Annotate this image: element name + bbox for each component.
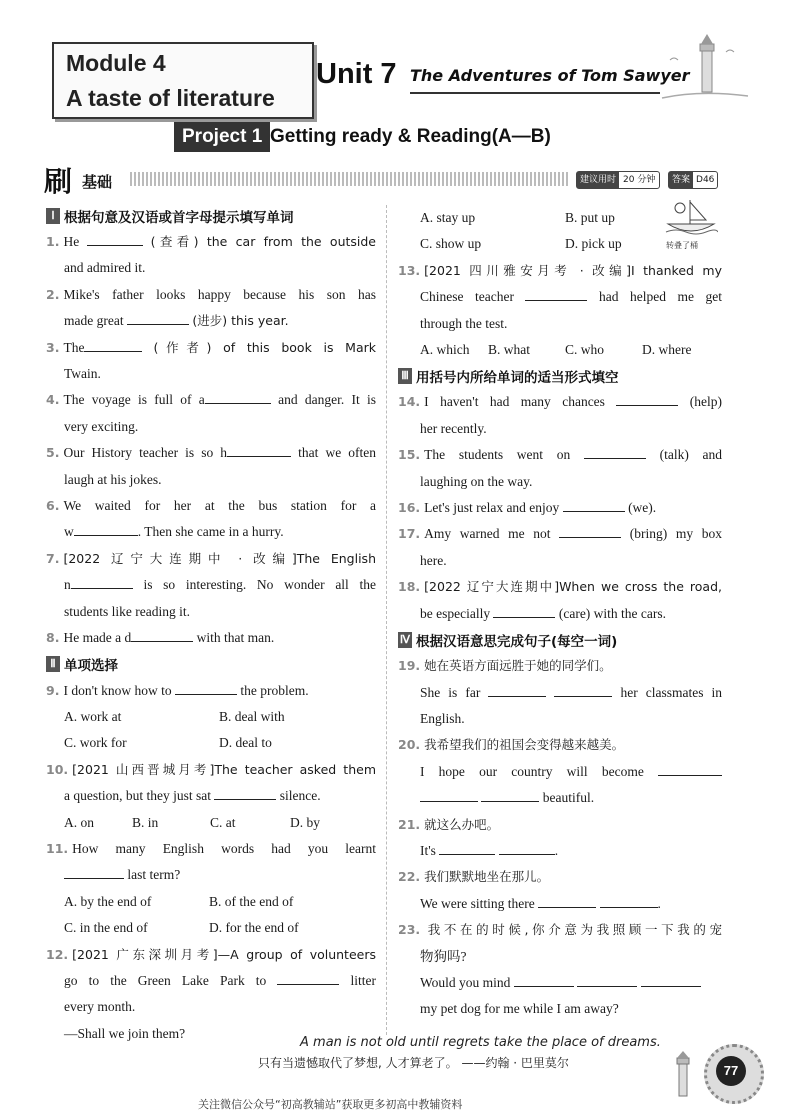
lighthouse-icon xyxy=(660,30,750,105)
question-23-cont: 物狗吗? xyxy=(420,948,467,964)
answer-ref xyxy=(668,171,718,189)
question-23: 23. 我不在的时候,你介意为我照顾一下我的宠 xyxy=(398,922,722,938)
question-11-cont: last term? xyxy=(46,862,376,888)
options-11 xyxy=(46,889,376,915)
answer-blank[interactable] xyxy=(64,864,124,879)
option-b[interactable]: B. what xyxy=(488,342,530,358)
question-3: 3. The (作者) of this book is Mark xyxy=(46,335,376,361)
question-7: 7. [2022 辽宁大连期中 · 改编]The English xyxy=(46,550,376,566)
option-a[interactable]: A. work at xyxy=(64,708,122,724)
question-7-cont: n is so interesting. No wonder all the xyxy=(46,572,376,598)
answer-blank[interactable] xyxy=(214,785,276,800)
question-10: 10. [2021 山西晋城月考]The teacher asked them xyxy=(46,761,376,777)
footer-note: 关注微信公众号“初高教辅站”获取更多初高中教辅资料 xyxy=(198,1098,463,1111)
ship-caption: 转叠了桶 xyxy=(666,241,698,250)
question-1-cont: and admired it. xyxy=(64,260,146,276)
left-column xyxy=(46,205,376,1047)
section-title: 根据句意及汉语或首字母提示填写单词 xyxy=(64,209,294,226)
answer-blank[interactable] xyxy=(658,761,722,776)
question-19: 19. 她在英语方面远胜于她的同学们。 xyxy=(398,658,612,674)
question-9: 9. I don't know how to the problem. xyxy=(46,678,376,704)
question-3-cont: Twain. xyxy=(64,366,101,382)
answer-blank[interactable] xyxy=(616,391,678,406)
section-title: 用括号内所给单词的适当形式填空 xyxy=(416,369,619,386)
option-c[interactable]: C. show up xyxy=(420,236,482,252)
option-c[interactable]: C. who xyxy=(565,342,605,358)
right-column xyxy=(398,205,722,1023)
option-d[interactable]: D. for the end of xyxy=(209,920,299,936)
footer-quote-chinese: 只有当遗憾取代了梦想, 人才算老了。 ——约翰 · 巴里莫尔 xyxy=(258,1056,569,1070)
question-12-cont3: —Shall we join them? xyxy=(64,1025,186,1041)
answer-blank[interactable] xyxy=(488,682,546,697)
answer-blank[interactable] xyxy=(205,389,271,404)
project-title: Getting ready & Reading(A—B) xyxy=(270,126,551,147)
options-11b xyxy=(46,915,376,941)
question-2: 2. Mike's father looks happy because his son has xyxy=(46,286,376,302)
section-number: Ⅲ xyxy=(398,368,412,384)
answer-blank[interactable] xyxy=(127,310,189,325)
section-number: Ⅱ xyxy=(46,656,60,672)
answer-blank[interactable] xyxy=(439,840,495,855)
options-10 xyxy=(46,810,376,836)
answer-blank[interactable] xyxy=(538,893,596,908)
option-b[interactable]: B. put up xyxy=(565,210,615,225)
question-13-cont: Chinese teacher had helped me get xyxy=(398,284,722,310)
question-20-cont: I hope our country will become xyxy=(398,759,722,785)
question-14-cont: her recently. xyxy=(420,420,487,436)
question-6: 6. We waited for her at the bus station for a xyxy=(46,498,376,514)
answer-blank[interactable] xyxy=(84,337,142,352)
module-box xyxy=(52,42,314,119)
question-21: 21. 就这么办吧。 xyxy=(398,816,500,832)
answer-blank[interactable] xyxy=(493,603,555,618)
time-value: 20 分钟 xyxy=(623,175,656,185)
question-6-cont: w . Then she came in a hurry. xyxy=(46,519,376,545)
question-12-cont: go to the Green Lake Park to litter xyxy=(46,968,376,994)
question-22: 22. 我们默默地坐在那儿。 xyxy=(398,869,550,885)
options-13 xyxy=(398,337,722,363)
question-12: 12. [2021 广东深圳月考]—A group of volunteers xyxy=(46,946,376,962)
section-1-heading xyxy=(46,205,376,226)
module-title: A taste of literature xyxy=(66,85,275,111)
answer-blank[interactable] xyxy=(481,787,539,802)
answer-blank[interactable] xyxy=(499,840,555,855)
question-15-cont: laughing on the way. xyxy=(420,473,533,489)
question-5: 5. Our History teacher is so h that we often xyxy=(46,440,376,466)
answer-blank[interactable] xyxy=(175,680,237,695)
answer-blank[interactable] xyxy=(577,972,637,987)
section-2-heading xyxy=(46,654,376,675)
unit-title: Unit 7 xyxy=(316,58,397,90)
answer-blank[interactable] xyxy=(420,787,478,802)
column-divider xyxy=(386,205,387,1035)
question-16: 16. Let's just relax and enjoy (we). xyxy=(398,495,722,521)
option-c[interactable]: C. work for xyxy=(64,735,127,751)
question-17: 17. Amy warned me not (bring) my box xyxy=(398,521,722,547)
section-title: 单项选择 xyxy=(64,658,118,674)
options-9b xyxy=(46,730,376,756)
question-14: 14. I haven't had many chances (help) xyxy=(398,389,722,415)
question-19-cont2: English. xyxy=(420,710,465,726)
answer-blank[interactable] xyxy=(600,893,658,908)
question-13-cont2: through the test. xyxy=(420,315,508,331)
page-number: 77 xyxy=(716,1056,746,1086)
answer-blank[interactable] xyxy=(554,682,612,697)
answer-blank[interactable] xyxy=(87,231,143,246)
question-23-cont2: Would you mind xyxy=(398,970,722,996)
answer-blank[interactable] xyxy=(71,574,133,589)
answer-blank[interactable] xyxy=(277,970,339,985)
answer-value: D46 xyxy=(696,175,715,185)
suggested-time xyxy=(576,171,660,189)
option-a[interactable]: A. which xyxy=(420,342,470,358)
option-c[interactable]: C. in the end of xyxy=(64,920,148,936)
module-number: Module 4 xyxy=(66,50,166,76)
section-number: Ⅰ xyxy=(46,208,60,224)
answer-blank[interactable] xyxy=(131,627,193,642)
question-12-cont2: every month. xyxy=(64,999,136,1015)
question-1: 1. He (查看) the car from the outside xyxy=(46,229,376,255)
answer-blank[interactable] xyxy=(641,972,701,987)
answer-blank[interactable] xyxy=(227,442,291,457)
time-label: 建议用时 xyxy=(577,172,619,188)
answer-blank[interactable] xyxy=(563,497,625,512)
question-23-cont3: my pet dog for me while I am away? xyxy=(420,1001,619,1017)
options-9 xyxy=(46,704,376,730)
question-10-cont: a question, but they just sat silence. xyxy=(46,783,376,809)
option-d[interactable]: D. deal to xyxy=(219,735,272,751)
question-21-cont: It's . xyxy=(398,838,722,864)
section-title: 根据汉语意思完成句子(每空一词) xyxy=(416,633,618,650)
section-4-heading xyxy=(398,629,722,650)
project-label: Project 1 xyxy=(174,122,270,152)
option-b[interactable]: B. of the end of xyxy=(209,893,294,909)
answer-blank[interactable] xyxy=(584,444,646,459)
banner-hatch xyxy=(130,172,570,186)
shua-label: 刷 xyxy=(44,165,73,198)
unit-underline xyxy=(410,92,660,94)
question-17-cont: here. xyxy=(420,552,447,568)
option-c[interactable]: C. at xyxy=(210,814,236,830)
footer-quote-english: A man is not old until regrets take the place of dreams. xyxy=(300,1035,661,1050)
small-lighthouse-icon xyxy=(668,1050,698,1100)
question-5-cont: laugh at his jokes. xyxy=(64,471,162,487)
answer-blank[interactable] xyxy=(514,972,574,987)
option-a[interactable]: A. on xyxy=(64,814,94,830)
option-d[interactable]: D. where xyxy=(642,342,692,358)
answer-label: 答案 xyxy=(669,172,693,188)
question-15: 15. The students went on (talk) and xyxy=(398,442,722,468)
answer-blank[interactable] xyxy=(74,521,138,536)
unit-subtitle: The Adventures of Tom Sawyer xyxy=(410,66,690,85)
ship-icon xyxy=(664,194,718,240)
option-b[interactable]: B. in xyxy=(132,814,159,830)
answer-blank[interactable] xyxy=(559,523,621,538)
jichu-label: 基础 xyxy=(82,173,113,191)
question-20: 20. 我希望我们的祖国会变得越来越美。 xyxy=(398,737,625,753)
question-4: 4. The voyage is full of a and danger. It is xyxy=(46,387,376,413)
question-18-cont: be especially (care) with the cars. xyxy=(398,601,722,627)
question-18: 18. [2022 辽宁大连期中]When we cross the road, xyxy=(398,579,722,595)
question-11: 11. How many English words had you learnt xyxy=(46,840,376,856)
answer-blank[interactable] xyxy=(525,286,587,301)
question-20-cont2: beautiful. xyxy=(398,785,722,811)
option-a[interactable]: A. stay up xyxy=(420,210,476,225)
question-13: 13. [2021 四川雅安月考 · 改编]I thanked my xyxy=(398,262,722,278)
option-a[interactable]: A. by the end of xyxy=(64,893,152,909)
question-4-cont: very exciting. xyxy=(64,418,139,434)
question-8: 8. He made a d with that man. xyxy=(46,625,376,651)
section-number: Ⅳ xyxy=(399,633,411,646)
option-d[interactable]: D. pick up xyxy=(565,236,622,252)
option-d[interactable]: D. by xyxy=(290,814,320,830)
question-22-cont: We were sitting there . xyxy=(398,891,722,917)
question-19-cont: She is far her classmates in xyxy=(398,680,722,706)
question-2-cont: made great (进步) this year. xyxy=(46,308,376,334)
option-b[interactable]: B. deal with xyxy=(219,708,285,724)
section-3-heading xyxy=(398,365,722,386)
question-7-cont2: students like reading it. xyxy=(64,603,190,619)
